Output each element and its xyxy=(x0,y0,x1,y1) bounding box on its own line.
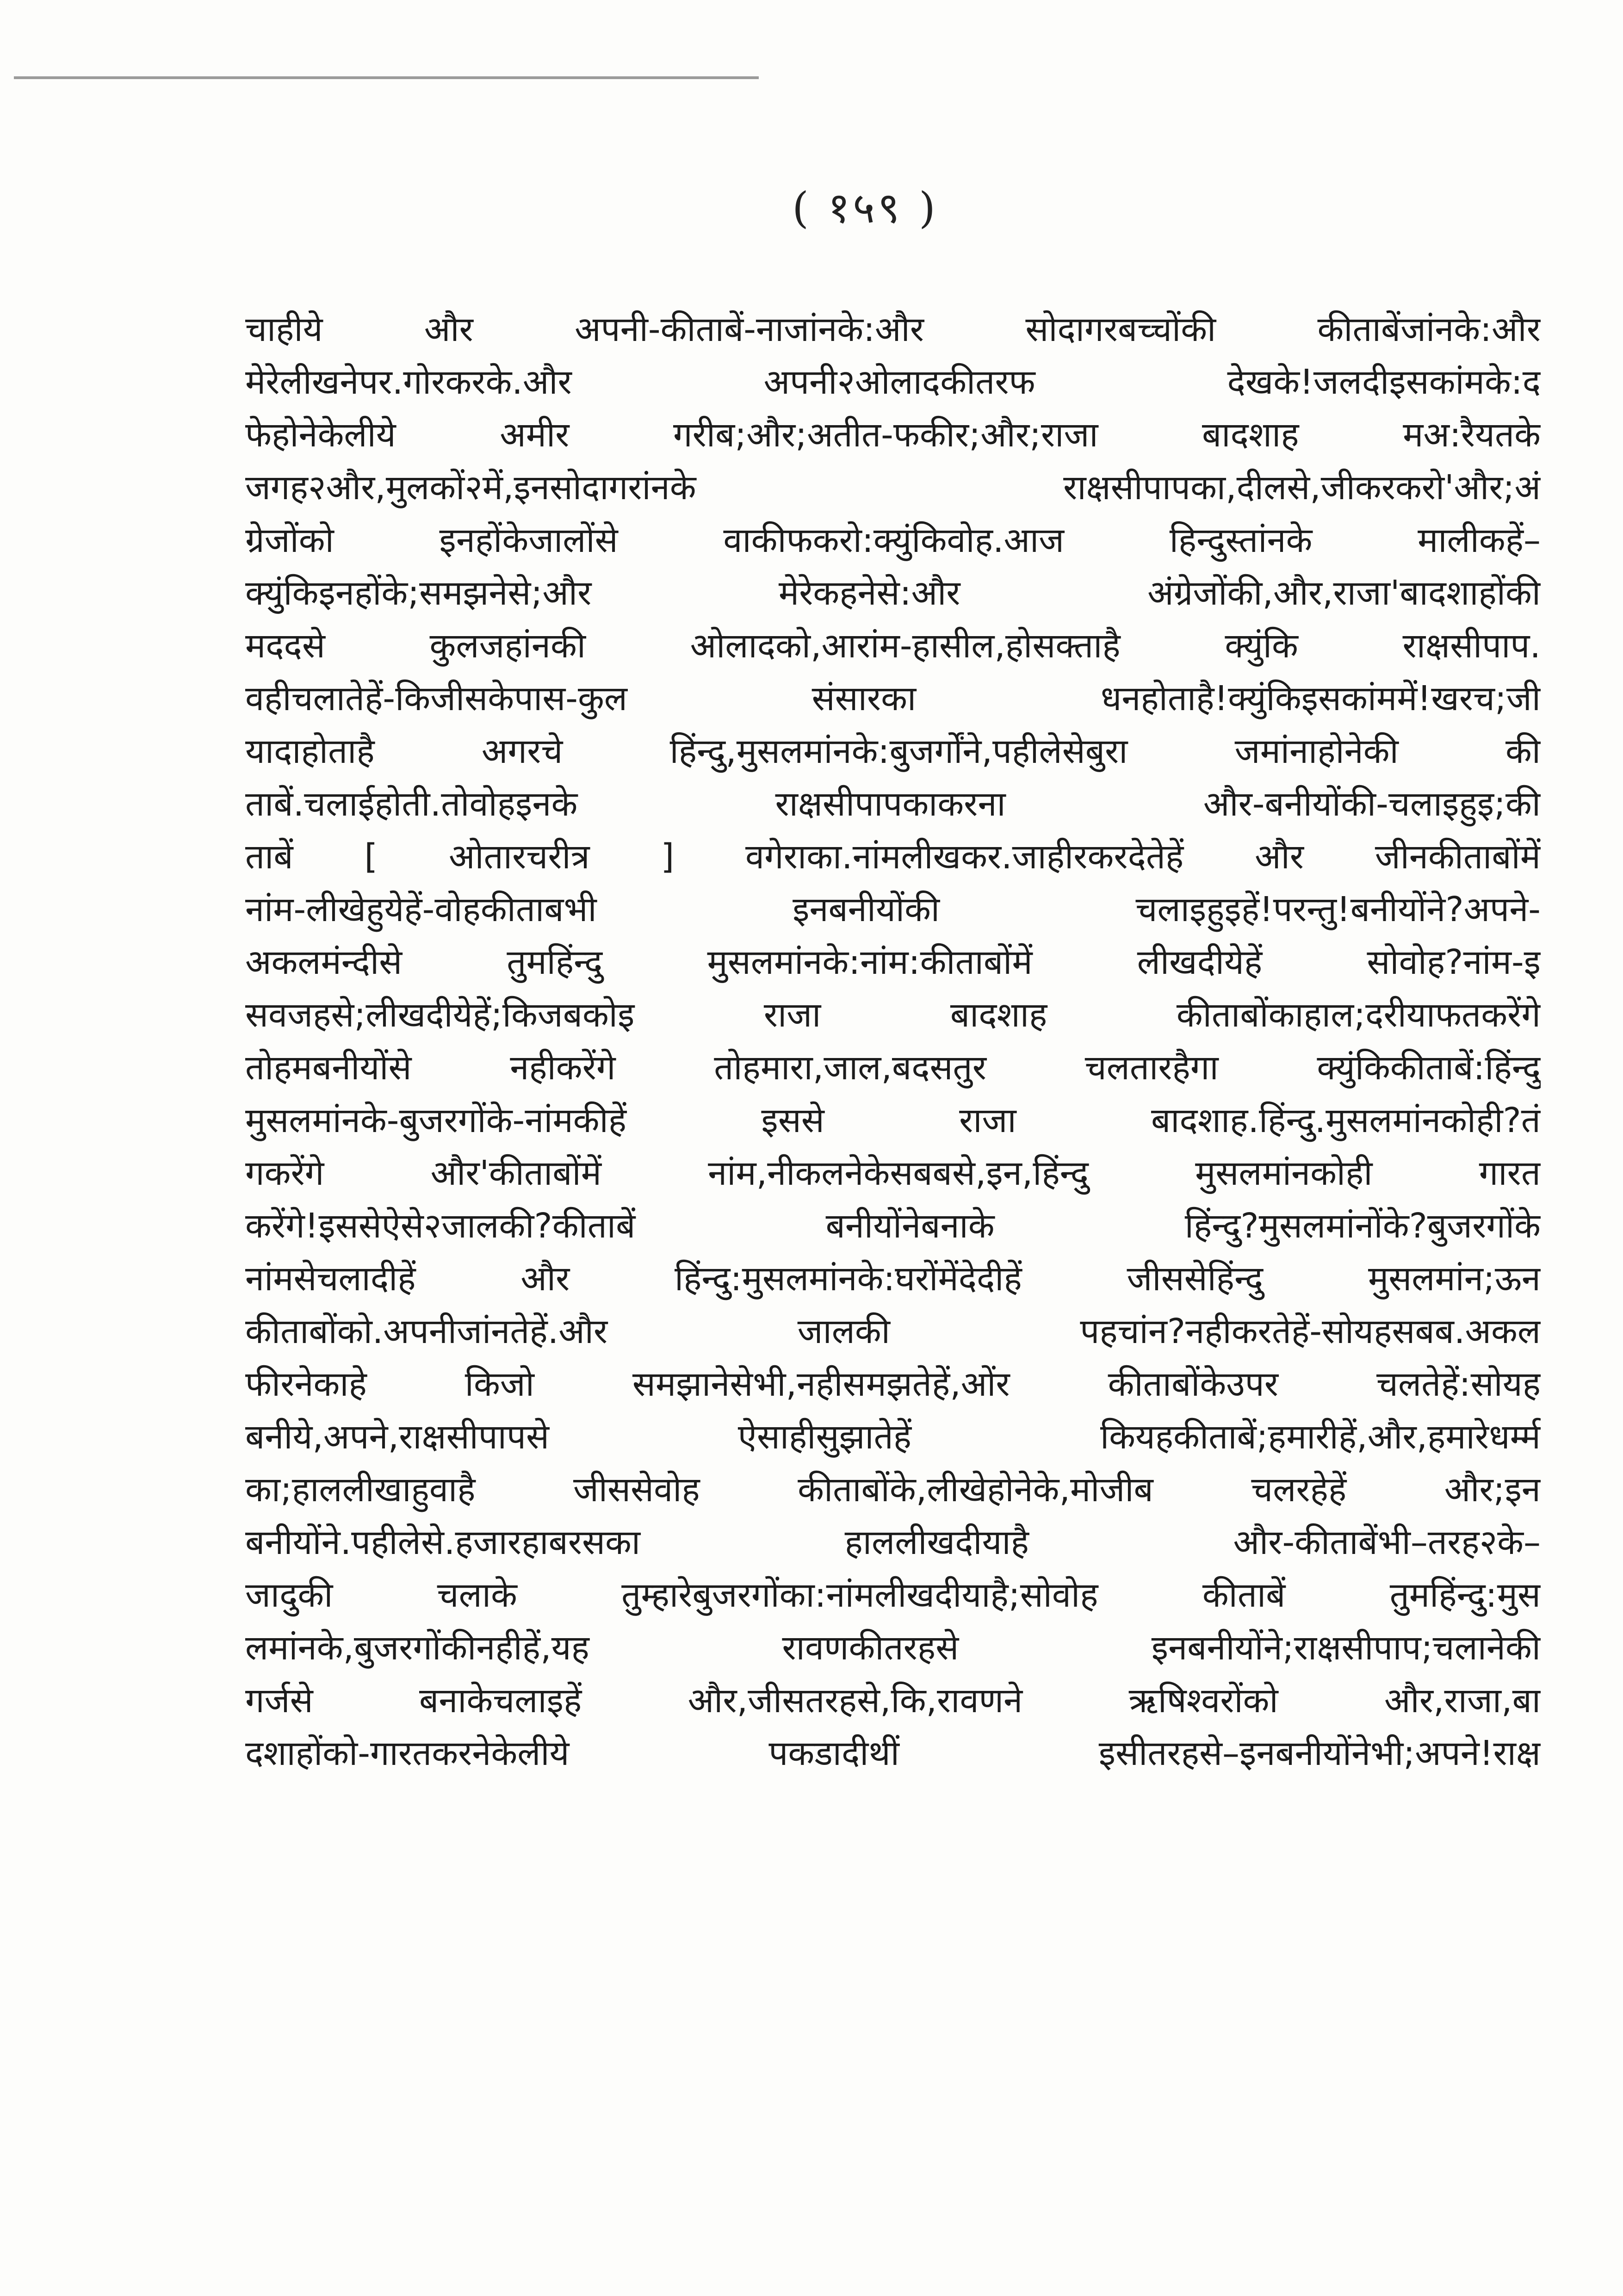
text-line: सवजहसे;लीखदीयेहें;किजबकोइ राजा बादशाह कीताबोंकाहाल;दरीयाफतकरेंगे xyxy=(245,995,1541,1035)
text-line: नांम-लीखेहुयेहें-वोहकीताबभी इनबनीयोंकी चलाइहुइहें!परन्तु!बनीयोंने?अपने- xyxy=(245,890,1541,929)
top-edge-rule xyxy=(14,76,759,79)
text-line: बनीयोंने.पहीलेसे.हजारहाबरसका हाललीखदीयाहै और-कीताबेंभी–तरह२के– xyxy=(245,1522,1541,1562)
text-line: मददसे कुलजहांनकी ओलादको,आरांम-हासील,होसक्ताहै क्युंकि राक्षसीपाप. xyxy=(245,626,1541,666)
text-line: क्युंकिइनहोंके;समझनेसे;और मेरेकहनेसे:और अंग्रेजोंकी,और,राजा'बादशाहोंकी xyxy=(245,573,1541,613)
text-line: वहीचलातेहें-किजीसकेपास-कुल संसारका धनहोताहै!क्युंकिइसकांममें!खरच;जी xyxy=(245,679,1541,718)
text-line: चाहीये और अपनी-कीताबें-नाजांनके:और सोदागरबच्चोंकी कीताबेंजांनके:और xyxy=(245,309,1541,349)
text-line: मेरेलीखनेपर.गोरकरके.और अपनी२ओलादकीतरफ देखके!जलदीइसकांमके:द xyxy=(245,362,1541,402)
text-line: मुसलमांनके-बुजरगोंके-नांमकीहें इससे राजा बादशाह.हिंन्दु.मुसलमांनकोही?तं xyxy=(245,1101,1541,1140)
text-line: ताबें [ ओतारचरीत्र ] वगेराका.नांमलीखकर.जाहीरकरदेतेहें और जीनकीताबोंमें xyxy=(245,837,1541,877)
text-line: फीरनेकाहे किजो समझानेसेभी,नहीसमझतेहें,ओंर कीताबोंकेउपर चलतेहें:सोयह xyxy=(245,1364,1541,1404)
text-line: ताबें.चलाईहोती.तोवोहइनके राक्षसीपापकाकरना और-बनीयोंकी-चलाइहुइ;की xyxy=(245,784,1541,824)
body-text xyxy=(245,303,1541,1780)
text-line: ग्रेजोंको इनहोंकेजालोंसे वाकीफकरो:क्युंकिवोह.आज हिन्दुस्तांनके मालीकहें– xyxy=(245,520,1541,560)
text-line: का;हाललीखाहुवाहै जीससेवोह कीताबोंके,लीखेहोनेके,मोजीब चलरहेहें और;इन xyxy=(245,1470,1541,1510)
text-line: बनीये,अपने,राक्षसीपापसे ऐसाहीसुझातेहें कियहकीताबें;हमारीहें,और,हमारेधर्म्म xyxy=(245,1417,1541,1457)
text-line: लमांनके,बुजरगोंकीनहीहें,यह रावणकीतरहसे इनबनीयोंने;राक्षसीपाप;चलानेकी xyxy=(245,1628,1541,1668)
text-line: यादाहोताहै अगरचे हिंन्दु,मुसलमांनके:बुजर्गोंने,पहीलेसेबुरा जमांनाहोनेकी की xyxy=(245,731,1541,771)
text-line: नांमसेचलादीहें और हिंन्दु:मुसलमांनके:घरोंमेंदेदीहें जीससेहिंन्दु मुसलमांन;ऊन xyxy=(245,1259,1541,1299)
text-line: फेहोनेकेलीये अमीर गरीब;और;अतीत-फकीर;और;राजा बादशाह मअ:रैयतके xyxy=(245,415,1541,455)
text-line: जगह२और,मुलकों२में,इनसोदागरांनके राक्षसीपापका,दीलसे,जीकरकरो'और;अं xyxy=(245,468,1541,507)
text-line: करेंगे!इससेऐसे२जालकी?कीताबें बनीयोंनेबनाके हिंन्दु?मुसलमांनोंके?बुजरगोंके xyxy=(245,1206,1541,1246)
text-line: दशाहोंको-गारतकरनेकेलीये पकडादीथीं इसीतरहसे–इनबनीयोंनेभी;अपने!राक्ष xyxy=(245,1733,1541,1773)
text-line: कीताबोंको.अपनीजांनतेहें.और जालकी पहचांन?नहीकरतेहें-सोयहसबब.अकल xyxy=(245,1312,1541,1351)
text-line: अकलमंन्दीसे तुमहिंन्दु मुसलमांनके:नांम:कीताबोंमें लीखदीयेहें सोवोह?नांम-इ xyxy=(245,942,1541,982)
text-line: गकरेंगे और'कीताबोंमें नांम,नीकलनेकेसबबसे,इन,हिंन्दु मुसलमांनकोही गारत xyxy=(245,1153,1541,1193)
page-number: ( १५९ ) xyxy=(792,183,938,233)
text-line: तोहमबनीयोंसे नहीकरेंगे तोहमारा,जाल,बदसतुर चलतारहैगा क्युंकिकीताबें:हिंन्दु xyxy=(245,1048,1541,1088)
text-line: गर्जसे बनाकेचलाइहें और,जीसतरहसे,कि,रावणने ऋषिश्वरोंको और,राजा,बा xyxy=(245,1681,1541,1720)
text-line: जादुकी चलाके तुम्हारेबुजरगोंका:नांमलीखदीयाहै;सोवोह कीताबें तुमहिंन्दु:मुस xyxy=(245,1575,1541,1615)
